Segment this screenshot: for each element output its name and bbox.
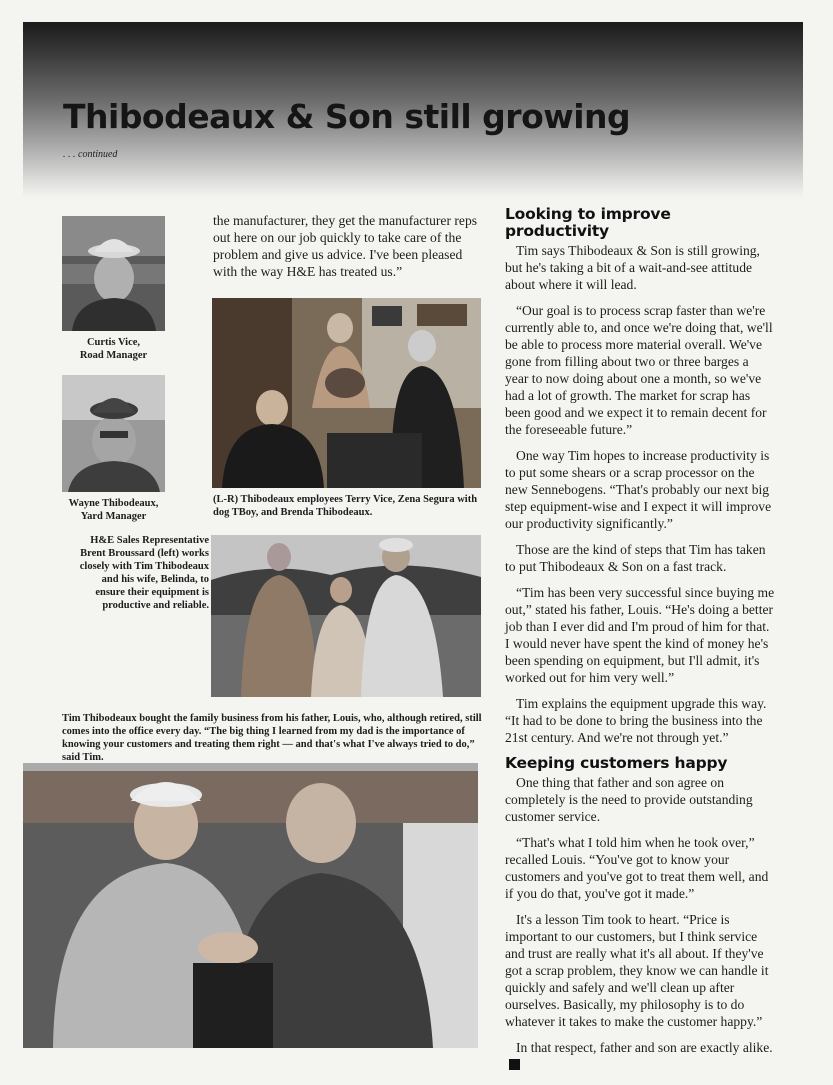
team-graphic xyxy=(211,535,481,697)
caption-wayne xyxy=(55,497,172,523)
photo-curtis-vice xyxy=(62,216,165,331)
right-column xyxy=(505,206,775,1082)
section-heading-productivity: Looking to improve productivity xyxy=(505,205,671,240)
caption-curtis-name: Curtis Vice, xyxy=(86,337,141,348)
paragraph: “Our goal is to process scrap faster than we're currently able to, and once we're doing that, we'll be able to process more material overall. We've gone from filling about two or three barges a year to now doing about one a month, so we've had a lot of growth. The market for scrap has been good and we expect it to remain decent for the foreseeable future.” xyxy=(505,303,773,437)
portrait-graphic xyxy=(62,216,165,331)
paragraph: One thing that father and son agree on completely is the need to provide outstanding customer service. xyxy=(505,775,753,824)
paragraph-text: In that respect, father and son are exactly alike. xyxy=(516,1040,773,1055)
caption-office xyxy=(213,493,487,519)
photo-wayne-thibodeaux xyxy=(62,375,165,492)
caption-tim xyxy=(62,712,488,764)
paragraph: “Tim has been very successful since buying me out,” stated his father, Louis. “He's doing a better job than I ever did and I'm proud of him for that. I would never have spent the kind of money he's been spending on equipment, but I'll admit, it's worked out for him very well.” xyxy=(505,585,775,685)
quote-paragraph: the manufacturer, they get the manufacturer reps out here on our job quickly to take care of the problem and give us advice. I've been pleased with the way H&E has treated us.” xyxy=(213,213,478,279)
caption-hande-line: H&E Sales Representative xyxy=(90,535,209,546)
article-title: Thibodeaux & Son still growing xyxy=(63,97,631,136)
caption-hande-line: productive and reliable. xyxy=(102,600,209,611)
paragraph: “That's what I told him when he took over,” recalled Louis. “You've got to know your customers and you've got to treat them well, and if you do that, you've got it made.” xyxy=(505,835,769,901)
photo-hande-team xyxy=(211,535,481,697)
photo-office-employees xyxy=(212,298,481,488)
paragraph: Those are the kind of steps that Tim has taken to put Thibodeaux & Son on a fast track. xyxy=(505,542,766,574)
portrait-graphic xyxy=(62,375,165,492)
paragraph: Tim explains the equipment upgrade this way. “It had to be done to bring the business into the 21st century. And we're not through yet.” xyxy=(505,696,767,745)
office-graphic xyxy=(212,298,481,488)
caption-tim-text: Tim Thibodeaux bought the family business from his father, Louis, who, although retired, still comes into the office every day. “The big thing I learned from my dad is the importance of knowing your customers and treating them right — and that's what I've always tried to do,” said Tim. xyxy=(62,713,482,763)
caption-hande-line: closely with Tim Thibodeaux xyxy=(79,561,209,572)
caption-curtis-role: Road Manager xyxy=(79,350,148,361)
paragraph-last xyxy=(505,1039,775,1073)
paragraph: Tim says Thibodeaux & Son is still growing, but he's taking a bit of a wait-and-see attitude about where it will lead. xyxy=(505,243,760,292)
end-mark-icon xyxy=(509,1059,520,1070)
paragraph: One way Tim hopes to increase productivity is to put some shears or a scrap processor on the new Sennebogens. “That's probably our next big step equipment-wise and I expect it will improve our productivity significantly.” xyxy=(505,448,772,531)
caption-hande-line: Brent Broussard (left) works xyxy=(80,548,209,559)
paragraph: It's a lesson Tim took to heart. “Price is important to our customers, but I think service and trust are really what it's all about. If they've got a scrap problem, they know we can handle it quickly and safely and we'll clean up after ourselves. Basically, my philosophy is to do whatever it takes to make the customer happy.” xyxy=(505,912,769,1029)
middle-quote xyxy=(213,212,488,289)
continued-label: . . . continued xyxy=(63,149,118,160)
handshake-graphic xyxy=(23,763,478,1048)
header-banner xyxy=(23,22,803,198)
caption-wayne-name: Wayne Thibodeaux, xyxy=(68,498,159,509)
caption-hande-line: ensure their equipment is xyxy=(95,587,209,598)
caption-hande xyxy=(52,534,209,612)
caption-hande-line: and his wife, Belinda, to xyxy=(101,574,209,585)
caption-wayne-role: Yard Manager xyxy=(80,511,147,522)
photo-tim-and-louis xyxy=(23,763,478,1048)
section-heading-customers: Keeping customers happy xyxy=(505,754,728,772)
caption-curtis xyxy=(62,336,165,362)
caption-office-text: (L-R) Thibodeaux employees Terry Vice, Zena Segura with dog TBoy, and Brenda Thibodeaux. xyxy=(213,494,478,518)
